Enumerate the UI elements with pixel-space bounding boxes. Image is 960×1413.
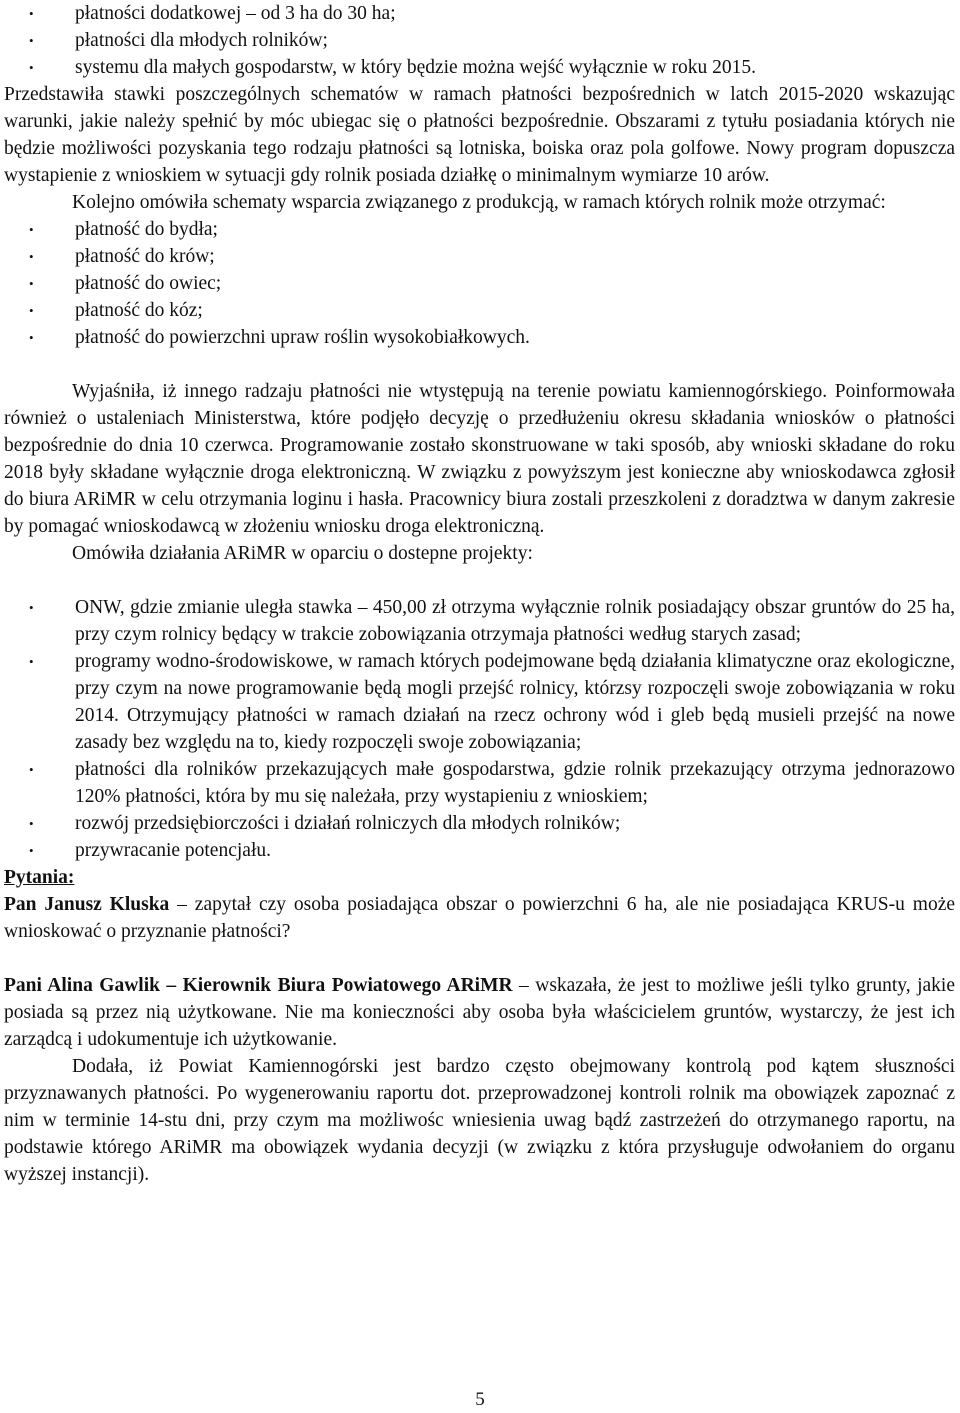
- questions-heading: [4, 864, 955, 891]
- list-item: • systemu dla małych gospodarstw, w który będzie można wejść wyłącznie w roku 2015.: [4, 54, 955, 81]
- list-item: • płatności dla rolników przekazujących małe gospodarstwa, gdzie rolnik przekazujący otrzyma jednorazowo 120% płatności, która by mu się należała, przy wystapieniu z wnioskiem;: [4, 756, 955, 810]
- list-item: • płatność do kóz;: [4, 297, 955, 324]
- list-item: • przywracanie potencjału.: [4, 837, 955, 864]
- answer-speaker: Pani Alina Gawlik – Kierownik Biura Powiatowego ARiMR: [4, 975, 513, 996]
- paragraph-support-schemes: Kolejno omówiła schematy wsparcia związanego z produkcją, w ramach których rolnik może otrzymać:: [72, 192, 886, 213]
- page-number: 5: [475, 1389, 485, 1410]
- list-item: • płatności dla młodych rolników;: [4, 27, 955, 54]
- paragraph-projects-intro: Omówiła działania ARiMR w oparciu o dostepne projekty:: [72, 543, 533, 564]
- list-item: • programy wodno-środowiskowe, w ramach których podejmowane będą działania klimatyczne oraz ekologiczne, przy czym na nowe programowanie będą mogli przejść rolnicy, którzsy rozpoczęli swoje zobowiązania w roku 2014. Otrzymujący płatności w ramach działań na rzecz ochrony wód i gleb będą musieli przejść na nowe zasady bez względu na to, kiedy rozpoczęli swoje zobowiązania;: [4, 648, 955, 756]
- paragraph-explanation: Wyjaśniła, iż innego radzaju płatności nie wtystępują na terenie powiatu kamiennogórskiego. Poinformowała również o ustaleniach Ministerstwa, które podjęło decyzję o przedłużeniu okresu składania wniosków o płatności bezpośrednie do dnia 10 czerwca. Programowanie zostało skonstruowane w taki sposób, aby wnioski składane do roku 2018 były składane wyłącznie droga elektroniczną. W związku z powyższym jest konieczne aby wnioskodawca zgłosił do biura ARiMR w celu otrzymania loginu i hasła. Pracownicy biura zostali przeszkoleni z doradztwa w danym zakresie by pomagać wnioskodawcą w złożeniu wniosku droga elektroniczną.: [4, 381, 955, 537]
- answer-text: – wskazała, że jest to możliwe jeśli tylko grunty, jakie posiada są przez nią użytkowane. Nie ma konieczności aby osoba była właścicielem gruntów, wystarczy, że jest ich zarządcą i udokumentuje ich użytkowanie.: [4, 975, 955, 1050]
- payment-types-list: [4, 0, 955, 81]
- paragraph-controls: Dodała, iż Powiat Kamiennogórski jest bardzo często obejmowany kontrolą pod kątem słuszności przyznawanych płatności. Po wygenerowaniu raportu dot. przeprowadzonej kontroli rolnik ma obowiązek zapoznać z nim w terminie 14-stu dni, przy czym ma możliwośc wniesienia uwag bądź zastrzeżeń do otrzymanego raportu, na podstawie którego ARiMR ma obowiązek wydania decyzji (w związku z która przysługuje odwołaniem do organu wyższej instancji).: [4, 1056, 955, 1185]
- paragraph-rates: Przedstawiła stawki poszczególnych schematów w ramach płatności bezpośrednich w latch 2015-2020 wskazując warunki, jakie należy spełnić by móc ubiegac się o płatności bezpośrednie. Obszarami z tytułu posiadania których nie będzie możliwości pozyskania tego rodzaju płatności są lotniska, boiska oraz pola golfowe. Nowy program dopuszcza wystapienie z wnioskiem w sytuacji gdy rolnik posiada działkę o minimalnym wymiarze 10 arów.: [4, 84, 955, 186]
- list-item: • płatność do krów;: [4, 243, 955, 270]
- projects-list: [4, 594, 955, 864]
- list-item: • płatność do powierzchni upraw roślin wysokobiałkowych.: [4, 324, 955, 351]
- question-speaker: Pan Janusz Kluska: [4, 894, 170, 915]
- list-item: • płatności dodatkowej – od 3 ha do 30 ha;: [4, 0, 955, 27]
- list-item: • płatność do owiec;: [4, 270, 955, 297]
- list-item: • ONW, gdzie zmianie uległa stawka – 450,00 zł otrzyma wyłącznie rolnik posiadający obszar gruntów do 25 ha, przy czym rolnicy będący w trakcie zobowiązania otrzymaja płatności według starych zasad;: [4, 594, 955, 648]
- document-page: [4, 0, 955, 1188]
- question-1: [4, 891, 955, 945]
- questions-heading-text: Pytania:: [4, 867, 75, 888]
- list-item: • rozwój przedsiębiorczości i działań rolniczych dla młodych rolników;: [4, 810, 955, 837]
- question-text: – zapytał czy osoba posiadająca obszar o powierzchni 6 ha, ale nie posiadająca KRUS-u może wnioskować o przyznanie płatności?: [4, 894, 955, 942]
- production-payments-list: [4, 216, 955, 351]
- list-item: • płatność do bydła;: [4, 216, 955, 243]
- answer-1: [4, 972, 955, 1053]
